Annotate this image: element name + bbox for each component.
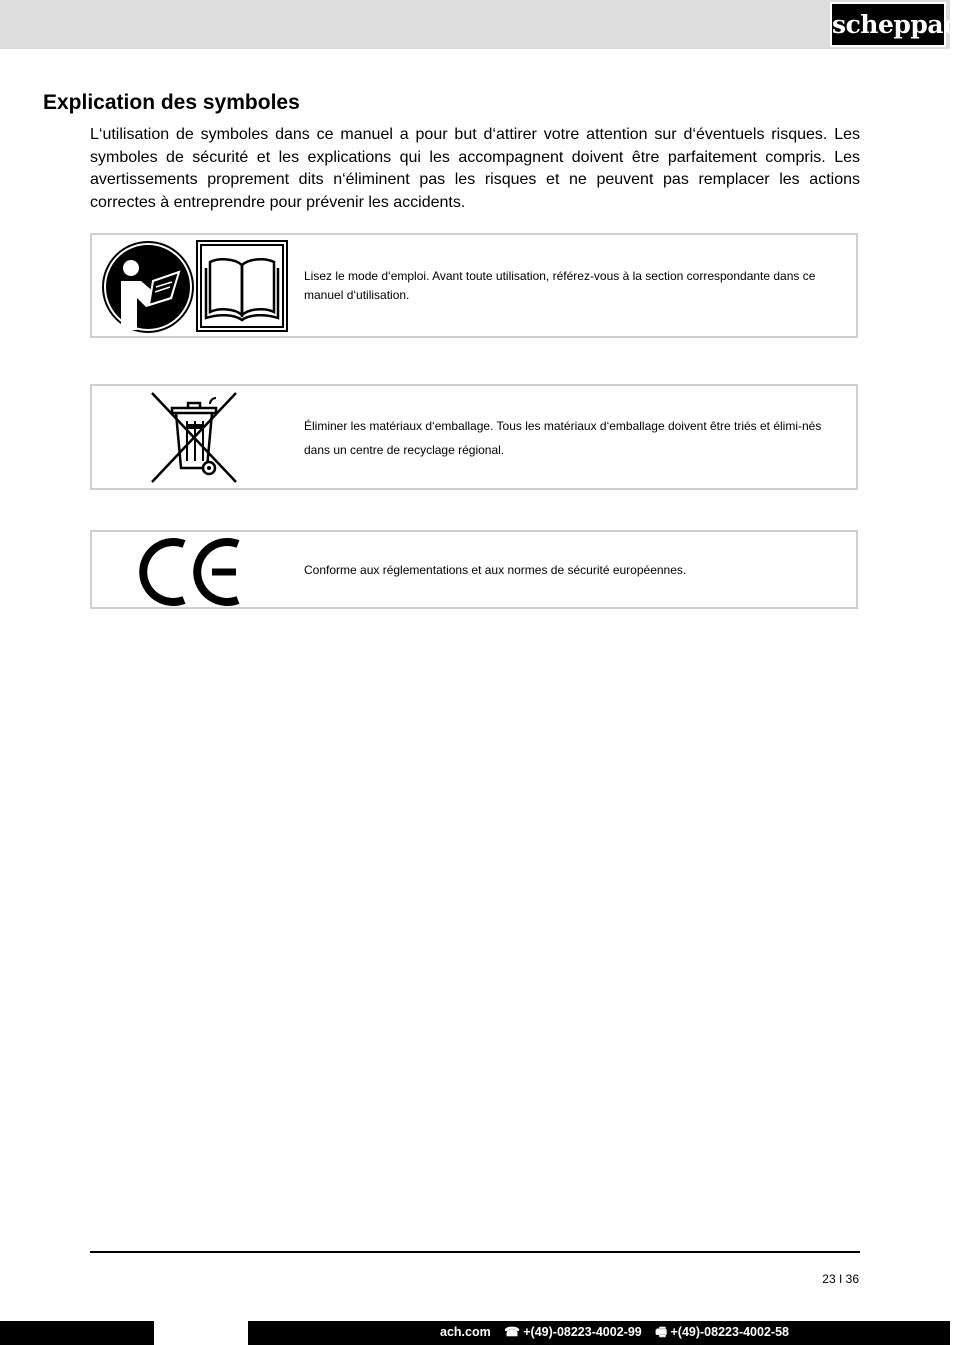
symbol-row-recycling: [90, 384, 858, 490]
bar-gap: [154, 1321, 248, 1345]
crossed-out-bin-icon: [92, 386, 292, 488]
fax-number: 🖷 +(49)-08223-4002-58: [655, 1325, 789, 1339]
ce-mark-icon: [92, 532, 292, 607]
symbol-description: Lisez le mode d‘emploi. Avant toute utilisation, référez-vous à la section correspondante dans ce manuel d‘utilisation.: [304, 269, 816, 302]
page-number: 23 I 36: [822, 1272, 859, 1286]
symbol-description: Éliminer les matériaux d‘emballage. Tous les matériaux d‘emballage doivent être triés et élimi-nés dans un centre de recyclage régional.: [304, 419, 822, 457]
open-book-icon: [196, 240, 288, 332]
contact-info: [440, 1321, 799, 1345]
footer-divider: [90, 1251, 860, 1253]
phone-number: ☎ +(49)-08223-4002-99: [504, 1325, 642, 1339]
symbol-description: Conforme aux réglementations et aux normes de sécurité européennes.: [304, 563, 687, 577]
contact-bar: [0, 1321, 950, 1345]
brand-logo: scheppach: [830, 2, 946, 47]
website-link[interactable]: ach.com: [440, 1325, 491, 1339]
header-bar: [0, 0, 975, 49]
section-title: Explication des symboles: [43, 91, 300, 114]
symbol-row-ce: [90, 530, 858, 609]
symbol-row-manual: [90, 233, 858, 338]
intro-paragraph: L‘utilisation de symboles dans ce manuel a pour but d‘attirer votre attention sur d‘éventuels risques. Les symboles de sécurité et les explications qui les accompagnent doivent être parfaitement compris. Les avertissements proprement dits n‘éliminent pas les risques et ne peuvent pas remplacer les actions correctes à entreprendre pour prévenir les accidents.: [90, 126, 860, 211]
